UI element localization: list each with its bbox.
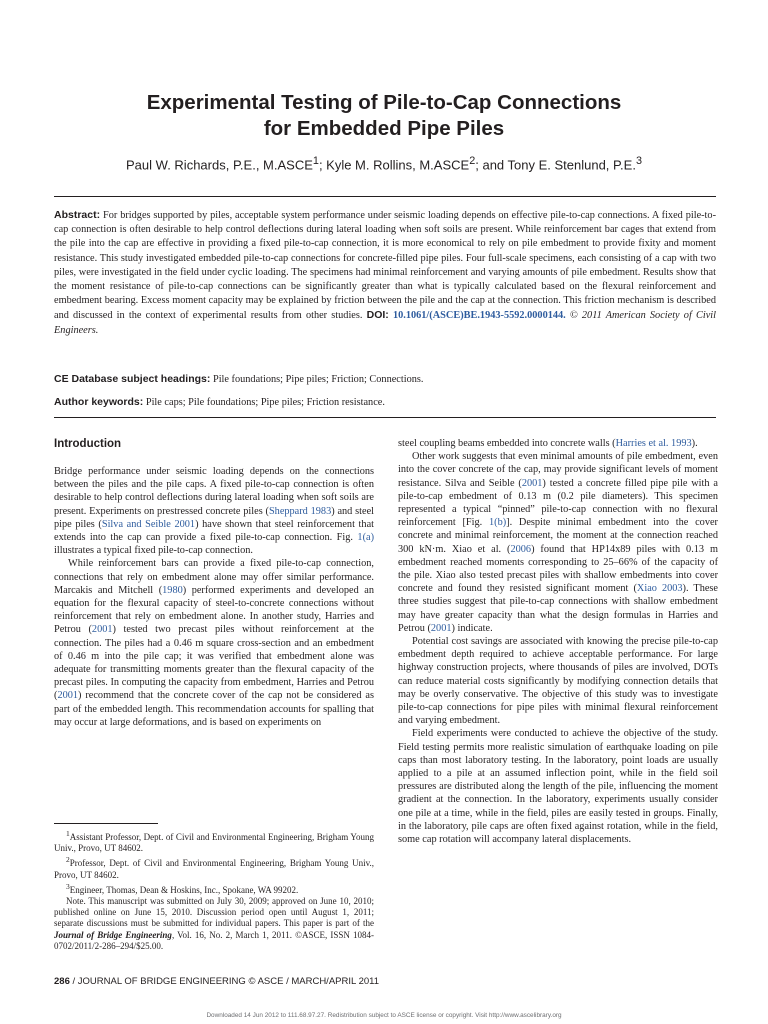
title-line-1: Experimental Testing of Pile-to-Cap Connections [146, 91, 622, 114]
text-run: ). [691, 438, 698, 449]
abstract-text: For bridges supported by piles, acceptable system performance under seismic loading depends on effective pile-to-cap connections. A fixed pile-to-cap connection is often desirable to help control deflections during lateral loading when soft soils are present. While reinforcement bar cages that extend from the pile into the cap are effective in providing a fixed pile-to-cap connection, it is more economical to rely on pile embedment to provide fixity and moment resistance. This study investigated embedded pile-to-cap connections for concrete-filled pipe piles. Four full-scale specimens, each consisting of a cap with two piles, were investigated in the field under cyclic loading. The specimens had minimal reinforcement and varying amounts of pile embedment. Results show that the moment resistance of pile-to-cap connections can be significantly greater than what is typically calculated based on the flexural reinforcement and embedment bearing. Excess moment capacity may be explained by friction between the pile and the cap at the connection. This friction mechanism is described and discussed in the context of experimental results from other studies. [54, 210, 717, 322]
page-number: 286 [54, 976, 70, 987]
download-notice: Downloaded 14 Jun 2012 to 111.68.97.27. Redistribution subject to ASCE license or copyright. Visit http://www.ascelibrary.org [206, 1012, 562, 1019]
citation-harries-petrou-2001-c[interactable]: 2001 [430, 622, 452, 634]
text-run: While reinforcement bars can provide a fixed pile-to-cap connection, connections that rely on embedment alone may offer similar performance. Marcakis and Mitchell ( [54, 558, 374, 596]
affil-mark-1: 1 [312, 155, 319, 167]
affil-mark-2: 2 [469, 155, 476, 167]
figure-link-1b[interactable]: 1(b) [489, 517, 507, 529]
text-run: ) have shown that steel reinforcement that extends into the cap can provide a fixed pile-to-cap connection. Fig. [54, 518, 374, 544]
footnote-1 [54, 828, 374, 854]
text-run: ) performed experiments and developed an equation for the flexural capacity of steel-to-concrete connections without reinforcement that rely on embedment alone. In another study, Harries and Petrou ( [54, 584, 375, 636]
subject-headings-text: Pile foundations; Pipe piles; Friction; Connections. [212, 374, 424, 385]
text-run: ]. Despite minimal embedment into the cover concrete and minimal reinforcement, the moment at the connection reached 300 kN·m. Xiao et al. ( [398, 517, 718, 555]
right-paragraph-4: Field experiments were conducted to achieve the objective of the study. Field testing permits more realistic simulation of earthquake loading on pile caps than most laboratory testing. In the laboratory, point loads are usually applied to a pile at an assumed inflection point, while in the field soil pressures are distributed along the length of the pile, influencing the moment gradient at the connection. In the laboratory, experiments usually consider one pile at a time, while in the field, piles are easily tested in groups. Finally, in the laboratory, pile caps are often fixed against rotation, while in the field, some cap rotation will accompany lateral displacements. [398, 728, 718, 846]
citation-silva-seible-2001-b[interactable]: 2001 [521, 477, 543, 489]
page-footer [54, 976, 379, 987]
text-run: ) tested a concrete filled pipe pile with a pile-to-cap embedment of 0.13 m (0.2 pile diameters). This specimen represented a typical “pinned” pile-to-cap connection with no flexural reinforcement [Fig. [398, 477, 718, 529]
footnote-rule [54, 823, 158, 824]
intro-paragraph-2 [54, 557, 374, 729]
footnote-mark: 1 [66, 829, 70, 838]
right-paragraph-2 [398, 450, 718, 635]
text-run: Note. This manuscript was submitted on July 30, 2009; approved on June 10, 2010; published online on June 15, 2010. Discussion period open until August 1, 2011; separate discussions must be submitted for individual papers. This paper is part of the [54, 896, 374, 929]
footnote-mark: 3 [66, 881, 70, 891]
subject-headings [54, 372, 716, 387]
doi-label: DOI: [366, 309, 389, 322]
citation-marcakis-1980[interactable]: 1980 [162, 584, 183, 596]
footnotes [54, 828, 374, 952]
footnote-2 [54, 854, 374, 880]
text-run: ) indicate. [451, 622, 493, 634]
text-run: ) and steel pipe piles ( [54, 505, 374, 530]
left-column [54, 437, 374, 729]
abstract-label: Abstract: [54, 209, 101, 221]
author-line [40, 155, 728, 172]
keywords-rule [54, 417, 716, 418]
top-rule [54, 196, 716, 197]
footnote-text: Assistant Professor, Dept. of Civil and Environmental Engineering, Brigham Young Univ., Provo, UT 84602. [54, 832, 374, 854]
right-paragraph-1 [398, 437, 718, 450]
text-run: Bridge performance under seismic loading depends on the connections between the piles and the pile caps. A fixed pile-to-cap connection is often desirable to help control deflections during lateral loading when soft soils are present. Experiments on prestressed concrete piles ( [54, 466, 374, 517]
intro-paragraph-1 [54, 465, 374, 557]
citation-harries-petrou-2001-b[interactable]: 2001 [57, 690, 79, 702]
manuscript-note [54, 896, 374, 952]
figure-link-1a[interactable]: 1(a) [357, 532, 374, 544]
text-run: illustrates a typical fixed pile-to-cap connection. [54, 545, 253, 557]
author-3: ; and Tony E. Stenlund, P.E. [475, 157, 636, 173]
author-keywords-label: Author keywords: [54, 396, 144, 408]
citation-harries-1993[interactable]: Harries et al. 1993 [615, 438, 692, 449]
right-paragraph-3: Potential cost savings are associated with knowing the precise pile-to-cap embedment depth required to achieve acceptable performance. For large highway construction projects, where thousands of piles are involved, DOTs can reduce material costs significantly by modifying connection details that may be overly conservative. The objective of this study was to investigate pile-to-cap connections for pipe piles with minimal flexural reinforcement and varying embedment. [398, 636, 718, 727]
journal-name: Journal of Bridge Engineering [54, 929, 172, 940]
subject-headings-label: CE Database subject headings: [54, 373, 211, 385]
citation-xiao-2003[interactable]: Xiao 2003 [636, 583, 683, 595]
author-1: Paul W. Richards, P.E., M.ASCE [126, 157, 313, 173]
citation-sheppard-1983[interactable]: Sheppard 1983 [268, 505, 332, 517]
text-run: ) recommend that the concrete cover of the cap not be considered as part of the embedded length. This recommendation accounts for spalling that may occur at large deformations, and is based on experiments on [54, 690, 374, 728]
footer-journal-info: / JOURNAL OF BRIDGE ENGINEERING © ASCE / MARCH/APRIL 2011 [69, 976, 379, 987]
author-2: ; Kyle M. Rollins, M.ASCE [318, 157, 470, 173]
text-run: ). These three studies suggest that pile-to-cap connections with shallow embedment may have greater capacity than what the design formulas in Harries and Petrou ( [398, 583, 718, 634]
citation-xiao-2006[interactable]: 2006 [510, 543, 532, 555]
text-run: Other work suggests that even minimal amounts of pile embedment, even into the cover concrete of the cap, may provide significant levels of moment resistance. Silva and Seible ( [398, 451, 718, 489]
paper-title [40, 90, 728, 142]
author-keywords-text: Pile caps; Pile foundations; Pipe piles; Friction resistance. [145, 397, 385, 408]
affil-mark-3: 3 [635, 155, 642, 167]
text-run: ) found that HP14x89 piles with 0.13 m embedment reached moments corresponding to 25–66% of the capacity of the pile. Xiao also tested precast piles with shallow embedments into cover concrete and found they resisted significant moment ( [398, 543, 718, 595]
copyright-notice: © 2011 American Society of Civil Engineers. [54, 310, 716, 336]
title-line-2: for Embedded Pipe Piles [263, 117, 505, 140]
text-run: ) tested two precast piles without reinforcement at the connection. The piles had a 0.46 m square cross-section and an embedment of 0.46 m into the pile cap; it was verified that embedment alone was adequate for transmitting moments greater than the flexural capacity of the precast piles. In computing the capacity from embedment, Harries and Petrou ( [54, 624, 375, 702]
citation-silva-seible-2001[interactable]: Silva and Seible 2001 [101, 518, 196, 530]
abstract [54, 208, 716, 338]
footnote-mark: 2 [66, 855, 70, 865]
right-column [398, 437, 718, 846]
author-keywords [54, 395, 716, 410]
text-run: steel coupling beams embedded into concrete walls ( [398, 438, 616, 449]
footnote-3 [54, 881, 374, 896]
footnote-text: Professor, Dept. of Civil and Environmental Engineering, Brigham Young Univ., Provo, UT 84602. [54, 858, 374, 880]
footnote-text: Engineer, Thomas, Dean & Hoskins, Inc., Spokane, WA 99202. [69, 884, 299, 895]
citation-harries-petrou-2001[interactable]: 2001 [91, 624, 113, 636]
text-run: , Vol. 16, No. 2, March 1, 2011. ©ASCE, ISSN 1084-0702/2011/2-286–294/$25.00. [54, 929, 374, 951]
section-heading-introduction: Introduction [54, 438, 122, 450]
doi-link[interactable]: 10.1061/(ASCE)BE.1943-5592.0000144. [392, 310, 566, 322]
